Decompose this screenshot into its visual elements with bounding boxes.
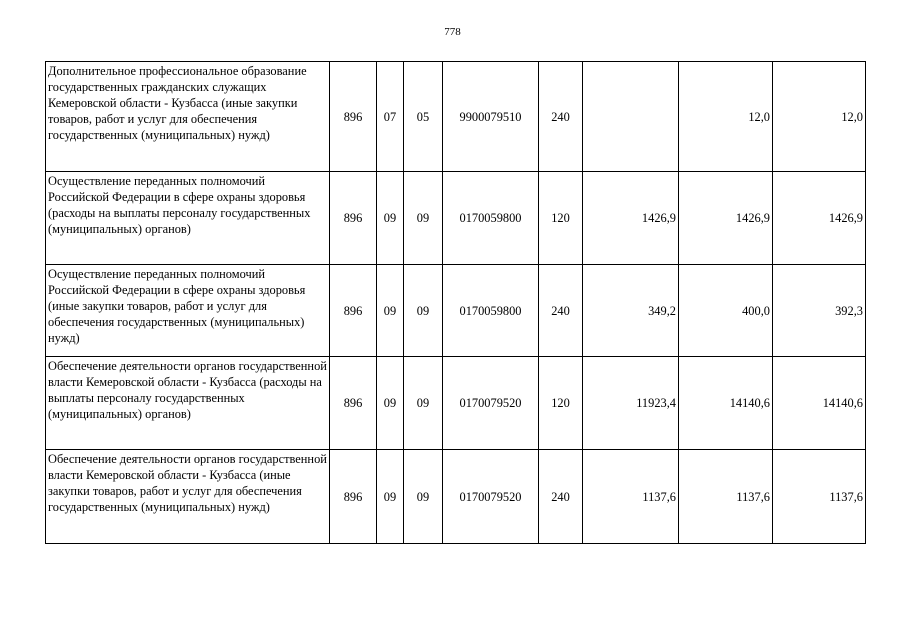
expense-name-cell: Осуществление переданных полномочий Российской Федерации в сфере охраны здоровья (расходы на выплаты персоналу государственных (муниципальных) органов) — [46, 172, 330, 265]
target-article-cell: 0170059800 — [443, 172, 539, 265]
ministry-code-cell: 896 — [330, 357, 377, 450]
expense-type-cell: 240 — [539, 450, 583, 544]
amount-cell-1 — [583, 62, 679, 172]
amount-cell-2: 1426,9 — [679, 172, 773, 265]
ministry-code-cell: 896 — [330, 265, 377, 357]
table-row — [46, 357, 866, 450]
expense-name-cell: Обеспечение деятельности органов государственной власти Кемеровской области - Кузбасса (иные закупки товаров, работ и услуг для обеспечения государственных (муниципальных) нужд) — [46, 450, 330, 544]
budget-table — [45, 61, 866, 544]
subsection-code-cell: 09 — [404, 357, 443, 450]
subsection-code-cell: 05 — [404, 62, 443, 172]
section-code-cell: 09 — [377, 357, 404, 450]
expense-type-cell: 240 — [539, 265, 583, 357]
target-article-cell: 0170079520 — [443, 450, 539, 544]
amount-cell-2: 14140,6 — [679, 357, 773, 450]
expense-name-cell: Осуществление переданных полномочий Российской Федерации в сфере охраны здоровья (иные закупки товаров, работ и услуг для обеспечения государственных (муниципальных) нужд) — [46, 265, 330, 357]
subsection-code-cell: 09 — [404, 265, 443, 357]
ministry-code-cell: 896 — [330, 62, 377, 172]
expense-type-cell: 120 — [539, 357, 583, 450]
table-row — [46, 172, 866, 265]
table-row — [46, 450, 866, 544]
amount-cell-2: 1137,6 — [679, 450, 773, 544]
expense-type-cell: 240 — [539, 62, 583, 172]
table-row — [46, 265, 866, 357]
section-code-cell: 07 — [377, 62, 404, 172]
amount-cell-2: 12,0 — [679, 62, 773, 172]
expense-type-cell: 120 — [539, 172, 583, 265]
amount-cell-3: 392,3 — [773, 265, 866, 357]
ministry-code-cell: 896 — [330, 450, 377, 544]
section-code-cell: 09 — [377, 172, 404, 265]
amount-cell-1: 1426,9 — [583, 172, 679, 265]
expense-name-cell: Дополнительное профессиональное образование государственных гражданских служащих Кемеровской области - Кузбасса (иные закупки товаров, работ и услуг для обеспечения государственных (муниципальных) нужд) — [46, 62, 330, 172]
target-article-cell: 0170079520 — [443, 357, 539, 450]
target-article-cell: 9900079510 — [443, 62, 539, 172]
amount-cell-1: 11923,4 — [583, 357, 679, 450]
amount-cell-3: 1137,6 — [773, 450, 866, 544]
target-article-cell: 0170059800 — [443, 265, 539, 357]
ministry-code-cell: 896 — [330, 172, 377, 265]
amount-cell-1: 349,2 — [583, 265, 679, 357]
expense-name-cell: Обеспечение деятельности органов государственной власти Кемеровской области - Кузбасса (расходы на выплаты персоналу государственных (муниципальных) органов) — [46, 357, 330, 450]
section-code-cell: 09 — [377, 265, 404, 357]
amount-cell-2: 400,0 — [679, 265, 773, 357]
table-row — [46, 62, 866, 172]
amount-cell-3: 12,0 — [773, 62, 866, 172]
subsection-code-cell: 09 — [404, 172, 443, 265]
section-code-cell: 09 — [377, 450, 404, 544]
page-number: 778 — [444, 26, 461, 38]
subsection-code-cell: 09 — [404, 450, 443, 544]
amount-cell-3: 1426,9 — [773, 172, 866, 265]
amount-cell-3: 14140,6 — [773, 357, 866, 450]
amount-cell-1: 1137,6 — [583, 450, 679, 544]
